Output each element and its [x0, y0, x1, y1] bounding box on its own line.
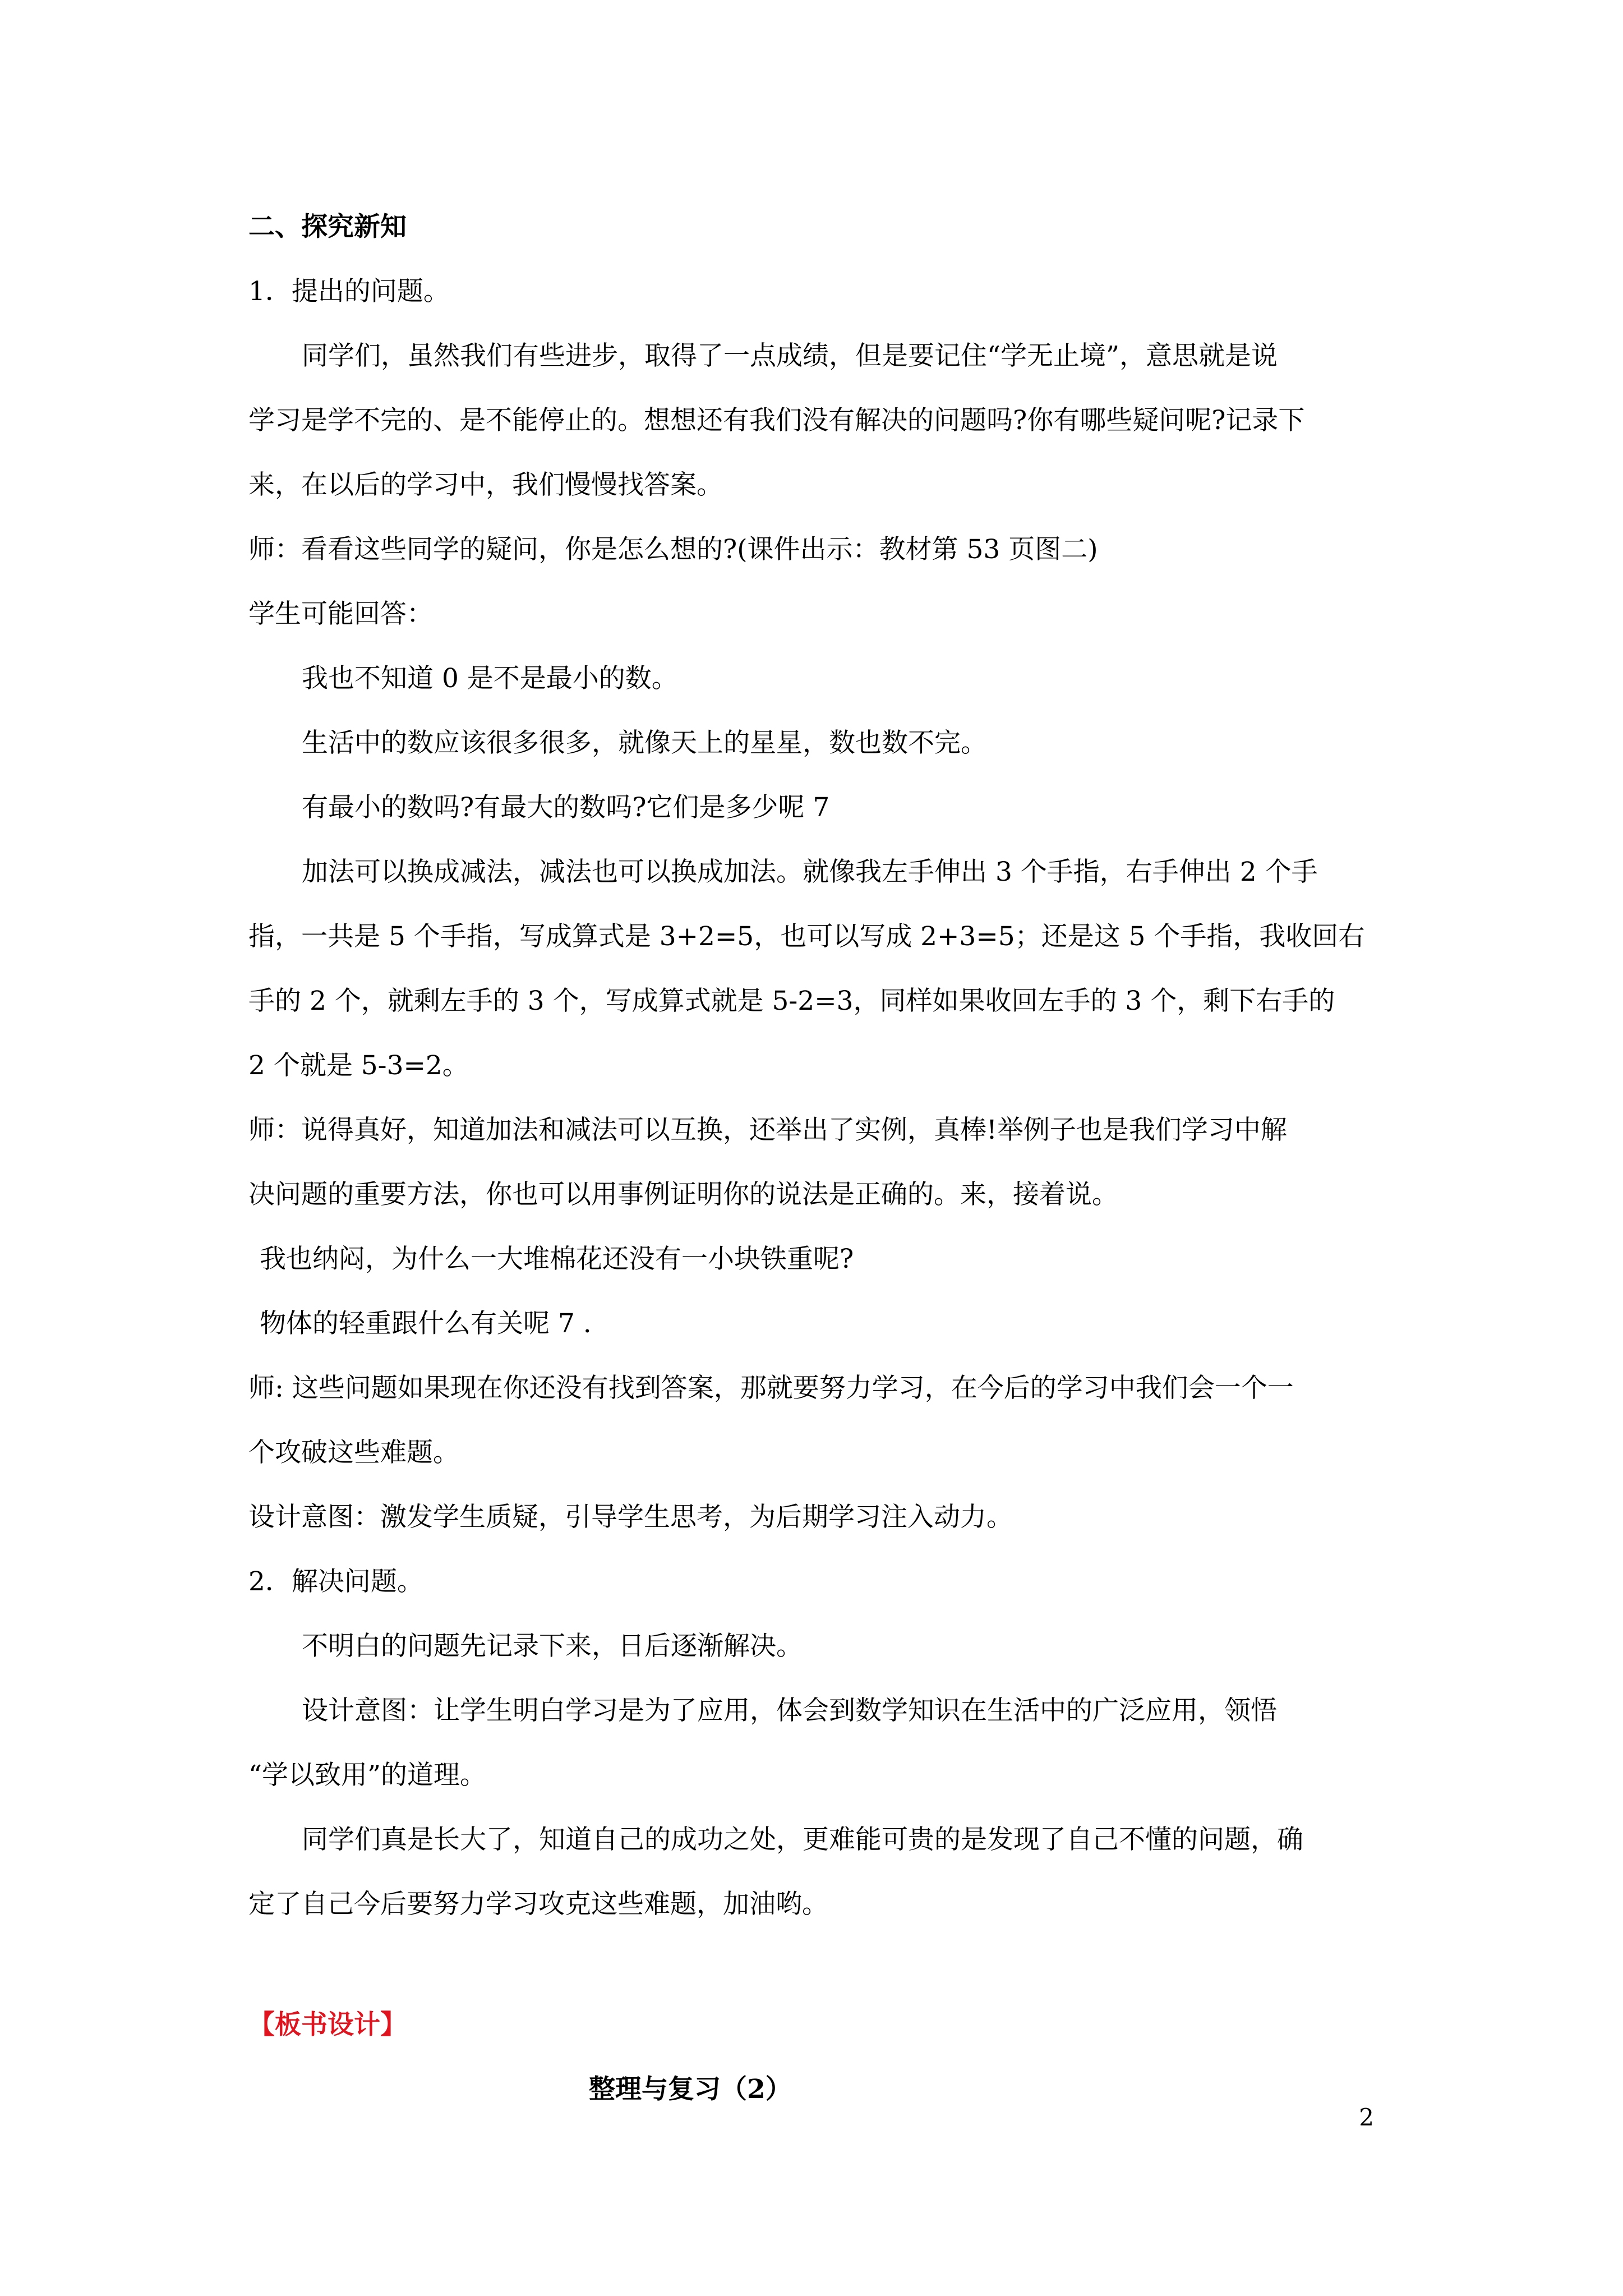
- answer1: 我也不知道 0 是不是最小的数。: [302, 663, 678, 694]
- section-heading: 二、探究新知: [248, 211, 407, 242]
- answer4-line3: 手的 2 个，就剩左手的 3 个，写成算式就是 5-2=3，同样如果收回左手的 3 个，剩下右手的: [248, 986, 1335, 1016]
- teacher-line2-2: 决问题的重要方法，你也可以用事例证明你的说法是正确的。来，接着说。: [248, 1179, 1118, 1210]
- board-title: 整理与复习（2）: [589, 2074, 792, 2105]
- para1-line3: 来，在以后的学习中，我们慢慢找答案。: [248, 470, 723, 500]
- answer5: 我也纳闷，为什么一大堆棉花还没有一小块铁重呢?: [260, 1244, 854, 1274]
- answer4-line1: 加法可以换成减法，减法也可以换成加法。就像我左手伸出 3 个手指，右手伸出 2 个手: [302, 857, 1318, 887]
- teacher-line1: 师：看看这些同学的疑问，你是怎么想的?(课件出示：教材第 53 页图二): [248, 534, 1098, 565]
- design-intent2-line2: “学以致用”的道理。: [248, 1760, 487, 1791]
- teacher-line3-1: 师: 这些问题如果现在你还没有找到答案，那就要努力学习，在今后的学习中我们会一个一: [248, 1373, 1294, 1404]
- answer4-line4: 2 个就是 5-3=2。: [248, 1050, 469, 1081]
- page-number: 2: [1359, 2104, 1374, 2131]
- para1-line1: 同学们，虽然我们有些进步，取得了一点成绩，但是要记住“学无止境”，意思就是说: [302, 341, 1278, 371]
- closing-line2: 定了自己今后要努力学习攻克这些难题，加油哟。: [248, 1889, 828, 1920]
- design-intent2-line1: 设计意图：让学生明白学习是为了应用，体会到数学知识在生活中的广泛应用，领悟: [302, 1695, 1277, 1726]
- answer2: 生活中的数应该很多很多，就像天上的星星，数也数不完。: [302, 728, 987, 758]
- design-intent1: 设计意图：激发学生质疑，引导学生思考，为后期学习注入动力。: [248, 1502, 1013, 1533]
- item2-title: 2．解决问题。: [248, 1566, 423, 1597]
- students-intro: 学生可能回答：: [248, 599, 433, 629]
- answer6: 物体的轻重跟什么有关呢 7 .: [260, 1308, 592, 1339]
- para1-line2: 学习是学不完的、是不能停止的。想想还有我们没有解决的问题吗?你有哪些疑问呢?记录下: [248, 405, 1305, 436]
- answer3: 有最小的数吗?有最大的数吗?它们是多少呢 7: [302, 792, 830, 823]
- closing-line1: 同学们真是长大了，知道自己的成功之处，更难能可贵的是发现了自己不懂的问题，确: [302, 1824, 1303, 1855]
- teacher-line2-1: 师：说得真好，知道加法和减法可以互换，还举出了实例，真棒!举例子也是我们学习中解: [248, 1115, 1287, 1145]
- board-design-label: 【板书设计】: [248, 2009, 407, 2040]
- teacher-line3-2: 个攻破这些难题。: [248, 1437, 459, 1468]
- answer4-line2: 指，一共是 5 个手指，写成算式是 3+2=5，也可以写成 2+3=5；还是这 5 个手指，我收回右: [248, 921, 1365, 952]
- item2-text: 不明白的问题先记录下来，日后逐渐解决。: [302, 1631, 803, 1662]
- item1-title: 1．提出的问题。: [248, 276, 450, 307]
